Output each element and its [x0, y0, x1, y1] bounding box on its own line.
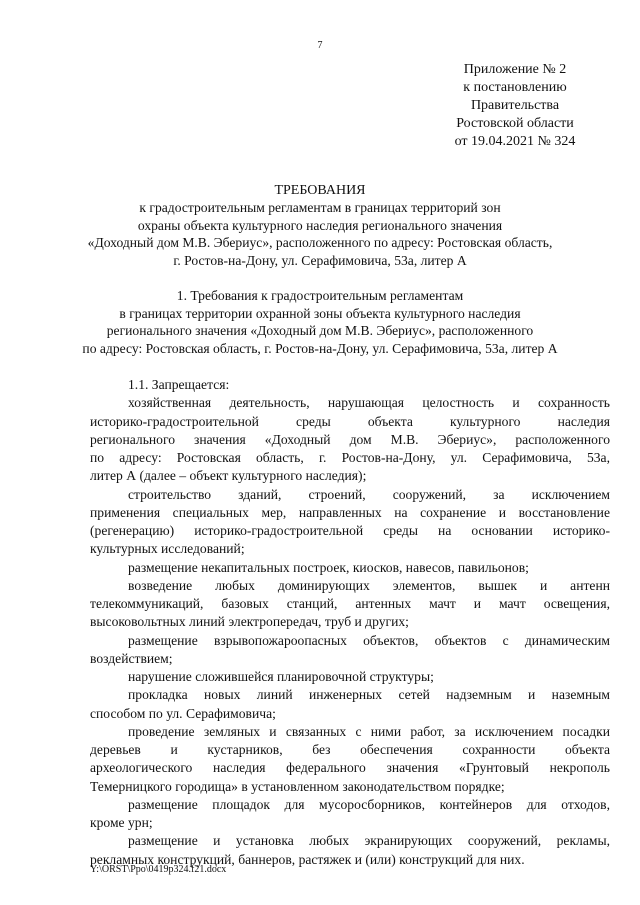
body-line: литер А (далее – объект культурного наследия);	[90, 468, 367, 484]
body-line: размещение площадок для мусоросборников, контейнеров для отходов,	[128, 796, 610, 812]
subtitle-line: «Доходный дом М.В. Эбериус», расположенного по адресу: Ростовская область,	[87, 235, 553, 250]
body-line: проведение земляных и связанных с ними работ, за исключением посадки	[128, 723, 610, 739]
subtitle-line: к градостроительным регламентам в границах территорий зон	[139, 200, 501, 215]
appendix-line: от 19.04.2021 № 324	[454, 134, 576, 149]
body-line: размещение взрывопожароопасных объектов, объектов с динамическим	[128, 632, 610, 648]
appendix-line: Ростовской области	[456, 116, 574, 131]
document-title: ТРЕБОВАНИЯ	[274, 183, 366, 198]
body-line: размещение и установка любых экранирующих сооружений, рекламы,	[128, 833, 610, 849]
section-heading-line: в границах территории охранной зоны объекта культурного наследия	[119, 305, 521, 321]
section-heading-line: 1. Требования к градостроительным регламентам	[176, 288, 464, 303]
body-line: Темерницкого городища» в установленном законодательством порядке;	[90, 778, 505, 794]
appendix-line: к постановлению	[463, 80, 567, 95]
clause-heading: 1.1. Запрещается:	[128, 377, 230, 392]
body-line: археологического наследия федерального значения «Грунтовый некрополь	[90, 760, 610, 776]
body-line: по адресу: Ростовская область, г. Ростов-на-Дону, ул. Серафимовича, 53а,	[90, 450, 610, 465]
appendix-line: Приложение № 2	[463, 62, 567, 77]
file-path-footer: Y:\ORST\Ppo\0419p324.f21.docx	[90, 864, 227, 875]
section-heading-line: по адресу: Ростовская область, г. Ростов-на-Дону, ул. Серафимовича, 53а, литер А	[82, 340, 558, 356]
body-line: возведение любых доминирующих элементов, вышек и антенн	[128, 577, 610, 593]
subtitle-line: охраны объекта культурного наследия регионального значения	[137, 217, 503, 233]
body-line: регионального значения «Доходный дом М.В. Эбериус», расположенного	[90, 431, 610, 447]
body-line: нарушение сложившейся планировочной структуры;	[128, 669, 434, 684]
body-text	[90, 376, 610, 869]
body-line: (регенерацию) историко-градостроительной среды на основании историко-	[90, 523, 610, 538]
appendix-block	[440, 61, 590, 151]
body-line: деревьев и кустарников, без обеспечения сохранности объекта	[90, 742, 610, 757]
body-line: рекламных конструкций, баннеров, растяжек и (или) конструкций для них.	[90, 851, 525, 867]
body-line: прокладка новых линий инженерных сетей надземным и наземным	[128, 687, 610, 703]
body-line: телекоммуникаций, базовых станций, антенных мачт и мачт освещения,	[90, 596, 610, 611]
body-line: воздействием;	[90, 650, 173, 666]
page-number: 7	[317, 40, 323, 51]
body-line: культурных исследований;	[90, 541, 245, 557]
section-heading	[0, 287, 640, 357]
body-line: размещение некапитальных построек, киосков, навесов, павильонов;	[128, 559, 529, 575]
body-line: строительство зданий, строений, сооружений, за исключением	[128, 486, 610, 502]
subtitle-line: г. Ростов-на-Дону, ул. Серафимовича, 53а, литер А	[173, 252, 467, 268]
body-line: историко-градостроительной среды объекта культурного наследия	[90, 413, 610, 429]
body-line: способом по ул. Серафимовича;	[90, 705, 276, 721]
body-line: хозяйственная деятельность, нарушающая целостность и сохранность	[128, 395, 610, 411]
document-subtitle	[0, 199, 640, 269]
body-line: кроме урн;	[90, 815, 153, 830]
appendix-line: Правительства	[470, 98, 560, 113]
section-heading-line: регионального значения «Доходный дом М.В. Эбериус», расположенного	[106, 323, 534, 338]
body-line: высоковольтных линий электропередач, труб и других;	[90, 614, 409, 630]
body-line: применения специальных мер, направленных на сохранение и восстановление	[90, 504, 610, 520]
